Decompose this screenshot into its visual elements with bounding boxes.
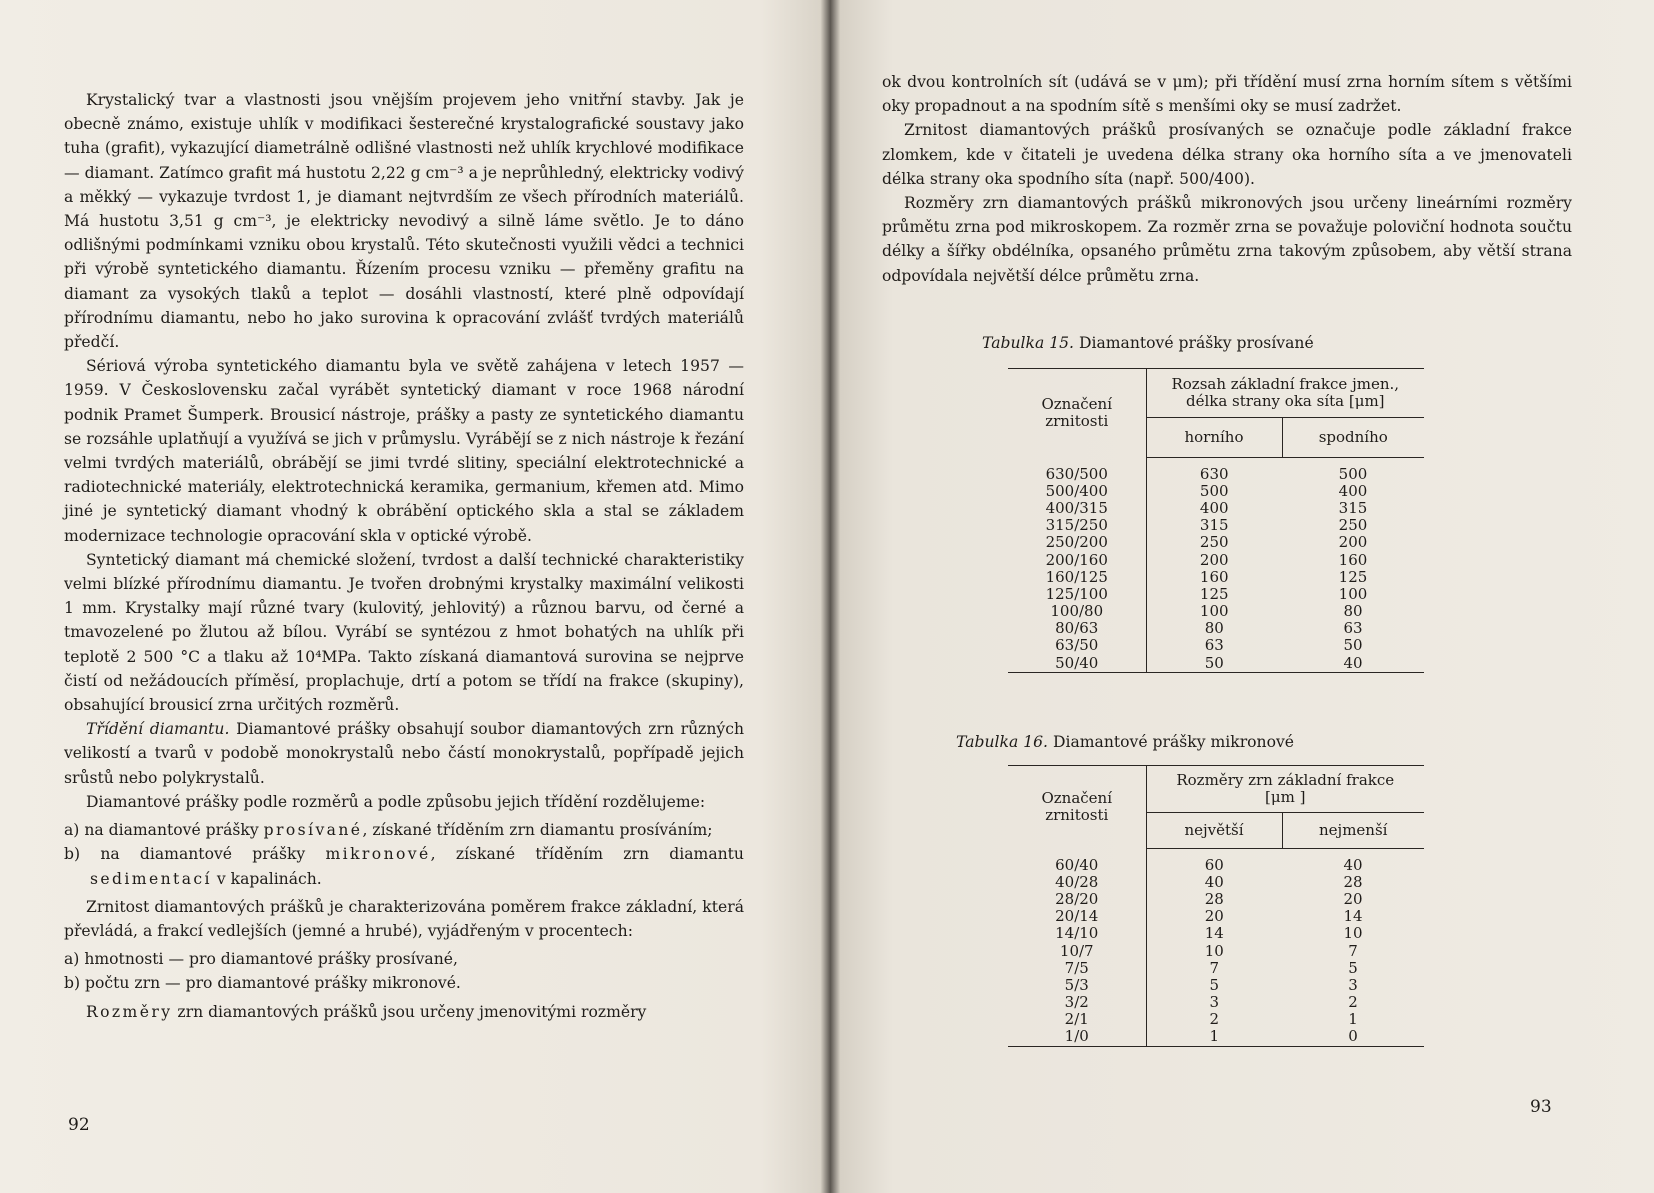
- right-text-column: [882, 70, 1572, 288]
- table-row: [1008, 942, 1424, 959]
- table16-caption: [956, 733, 1294, 751]
- cell-grain-size: 50/40: [1008, 655, 1146, 673]
- right-page: [812, 0, 1654, 1193]
- cell-grain-size: 125/100: [1008, 586, 1146, 603]
- table-row: [1008, 655, 1424, 673]
- table-label: Tabulka 15.: [982, 334, 1075, 352]
- cell-lower: 5: [1348, 958, 1358, 977]
- cell-grain-size: 40/28: [1008, 874, 1146, 891]
- cell-lower: 80: [1343, 602, 1363, 621]
- section-heading: Třídění diamantu.: [86, 720, 230, 739]
- column-group-header: Rozměry zrn základní frakce [μm ]: [1146, 766, 1424, 813]
- table-row: [1008, 1011, 1424, 1028]
- cell-grain-size: 80/63: [1008, 620, 1146, 637]
- list-text: a) na diamantové prášky: [64, 821, 264, 840]
- cell-lower: 28: [1343, 872, 1363, 891]
- cell-upper: 7: [1209, 958, 1220, 977]
- table-row: [1008, 551, 1424, 568]
- cell-lower: 40: [1282, 655, 1424, 673]
- column-header: spodního: [1282, 418, 1424, 457]
- paragraph: Rozměry zrn diamantových prášků mikronových jsou určeny lineárními rozměry průmětu zrna pod mikroskopem. Za rozměr zrna se považuje poloviční hodnota součtu délky a šířky obdélníka, opsaného průmětu zrna takovým způsobem, aby větší strana odpovídala největší délce průmětu zrna.: [882, 194, 1572, 285]
- table16: [1008, 765, 1424, 1047]
- table-row: [1008, 534, 1424, 551]
- spaced-term: prosívané: [263, 821, 363, 840]
- cell-lower: 500: [1338, 464, 1368, 483]
- paragraph: Zrnitost diamantových prášků je charakterizována poměrem frakce základní, která převládá, a frakcí vedlejších (jemné a hrubé), vyjádřeným v procentech:: [64, 897, 744, 940]
- cell-upper: 10: [1204, 941, 1224, 960]
- cell-upper: 5: [1209, 975, 1220, 994]
- spaced-term: sedimentací: [90, 869, 212, 888]
- cell-grain-size: 630/500: [1008, 466, 1146, 483]
- table-row: [1008, 925, 1424, 942]
- cell-grain-size: 28/20: [1008, 891, 1146, 908]
- list-item: a) hmotnosti — pro diamantové prášky prosívané,: [64, 950, 458, 969]
- table15-caption: [982, 334, 1314, 352]
- cell-upper: 3: [1209, 993, 1220, 1012]
- table-row: [1008, 620, 1424, 637]
- cell-grain-size: 3/2: [1008, 994, 1146, 1011]
- cell-upper: 125: [1199, 584, 1229, 603]
- cell-lower: 160: [1338, 550, 1368, 569]
- paragraph: Syntetický diamant má chemické složení, tvrdost a další technické charakteristiky velmi blízké přírodnímu diamantu. Je tvořen drobnými krystalky maximální velikosti 1 mm. Krystalky mají různé tvary (kulovitý, jehlovitý) a různou barvu, od černé a tmavozelené po žlutou až bílou. Vyrábí se syntézou z hmot bohatých na uhlík při teplotě 2 500 °C a tlaku až 10⁴MPa. Takto získaná diamantová surovina se nejprve čistí od nežádoucích příměsí, proplachuje, drtí a potom se třídí na frakce (skupiny), obsahující brousicí zrna určitých rozměrů.: [64, 550, 744, 715]
- cell-upper: 400: [1199, 498, 1229, 517]
- cell-grain-size: 200/160: [1008, 551, 1146, 568]
- cell-grain-size: 400/315: [1008, 500, 1146, 517]
- table-body: [1008, 857, 1424, 1047]
- table-row: [1008, 483, 1424, 500]
- paragraph: Sériová výroba syntetického diamantu byla ve světě zahájena v letech 1957 — 1959. V Československu začal vyrábět syntetický diamant v roce 1968 národní podnik Pramet Šumperk. Brousicí nástroje, prášky a pasty ze syntetického diamantu se rozsáhle uplatňují a využívá se jich v průmyslu. Vyrábějí se z nich nástroje k řezání velmi tvrdých materiálů, obrábějí se jimi tvrdé slitiny, speciální elektrotechnické a radiotechnické materiály, elektrotechnická keramika, germanium, křemen atd. Mimo jiné je syntetický diamant vhodný k obrábění optického skla a stal se základem modernizace technologie opracování skla v optické výrobě.: [64, 357, 744, 545]
- table-row: [1008, 466, 1424, 483]
- table-row: [1008, 500, 1424, 517]
- cell-grain-size: 315/250: [1008, 517, 1146, 534]
- cell-lower: 0: [1282, 1028, 1424, 1046]
- page-number: 92: [68, 1115, 90, 1135]
- table-header-row: [1008, 766, 1424, 813]
- cell-lower: 400: [1338, 481, 1368, 500]
- cell-upper: 20: [1204, 907, 1224, 926]
- cell-upper: 28: [1204, 889, 1224, 908]
- paragraph-text: Diamantové prášky obsahují soubor diamantových zrn různých velikostí a tvarů v podobě monokrystalů nebo částí monokrystalů, popřípadě jejich srůstů nebo polykrystalů.: [64, 720, 744, 787]
- table-row: [1008, 977, 1424, 994]
- cell-grain-size: 5/3: [1008, 977, 1146, 994]
- cell-grain-size: 63/50: [1008, 637, 1146, 654]
- cell-upper: 60: [1204, 855, 1224, 874]
- cell-lower: 250: [1338, 516, 1368, 535]
- left-page: [0, 0, 805, 1193]
- spaced-term: mikronové: [325, 845, 431, 864]
- column-header: Označení zrnitosti: [1008, 766, 1146, 849]
- cell-upper: 1: [1146, 1028, 1282, 1046]
- list-text: b) na diamantové prášky: [64, 845, 326, 864]
- cell-upper: 50: [1146, 655, 1282, 673]
- paragraph: Diamantové prášky podle rozměrů a podle způsobu jejich třídění rozdělujeme:: [86, 792, 706, 811]
- table-row: [1008, 517, 1424, 534]
- paragraph: Zrnitost diamantových prášků prosívaných se označuje podle základní frakce zlomkem, kde v čitateli je uvedena délka strany oka horního síta a ve jmenovateli délka strany oka spodního síta (např. 500/400).: [882, 121, 1572, 188]
- table-row: [1008, 1028, 1424, 1046]
- cell-upper: 80: [1204, 619, 1224, 638]
- table15: [1008, 368, 1424, 673]
- cell-upper: 63: [1204, 636, 1224, 655]
- cell-grain-size: 500/400: [1008, 483, 1146, 500]
- cell-lower: 50: [1343, 636, 1363, 655]
- paragraph-triduni: [64, 717, 744, 790]
- cell-lower: 7: [1348, 941, 1358, 960]
- paragraph: ok dvou kontrolních sít (udává se v μm); při třídění musí zrna horním sítem s většími oky propadnout a na spodním sítě s menšími oky se musí zadržet.: [882, 73, 1572, 116]
- list-item: b) počtu zrn — pro diamantové prášky mikronové.: [64, 974, 461, 993]
- list-text: , získané tříděním zrn diamantu prosíváním;: [362, 821, 713, 840]
- cell-upper: 200: [1199, 550, 1229, 569]
- cell-lower: 125: [1338, 567, 1368, 586]
- cell-lower: 63: [1343, 619, 1363, 638]
- cell-grain-size: 20/14: [1008, 908, 1146, 925]
- cell-lower: 2: [1348, 993, 1358, 1012]
- cell-grain-size: 250/200: [1008, 534, 1146, 551]
- cell-lower: 1: [1348, 1010, 1358, 1029]
- cell-lower: 3: [1348, 975, 1358, 994]
- cell-upper: 500: [1199, 481, 1229, 500]
- table-body: [1008, 466, 1424, 673]
- cell-upper: 100: [1199, 602, 1229, 621]
- list-item: [64, 842, 744, 890]
- table-row: [1008, 874, 1424, 891]
- table-row: [1008, 603, 1424, 620]
- table-row: [1008, 857, 1424, 874]
- column-header: Označení zrnitosti: [1008, 369, 1146, 458]
- paragraph-rozmery: [64, 1000, 744, 1024]
- cell-upper: 315: [1199, 516, 1229, 535]
- column-header: největší: [1146, 813, 1282, 848]
- table-row: [1008, 960, 1424, 977]
- table-row: [1008, 569, 1424, 586]
- list-text: , získané tříděním zrn diamantu: [430, 845, 744, 864]
- column-group-header: Rozsah základní frakce jmen., délka strany oka síta [μm]: [1146, 369, 1424, 418]
- table-title: Diamantové prášky mikronové: [1048, 733, 1295, 751]
- paragraph-text: zrn diamantových prášků jsou určeny jmenovitými rozměry: [172, 1002, 647, 1021]
- table-header-row: [1008, 369, 1424, 418]
- cell-lower: 315: [1338, 498, 1368, 517]
- cell-upper: 2: [1209, 1010, 1220, 1029]
- table-row: [1008, 891, 1424, 908]
- cell-grain-size: 60/40: [1008, 857, 1146, 874]
- cell-lower: 40: [1343, 855, 1363, 874]
- cell-lower: 14: [1343, 907, 1363, 926]
- cell-upper: 40: [1204, 872, 1224, 891]
- table-title: Diamantové prášky prosívané: [1074, 334, 1314, 352]
- table-row: [1008, 908, 1424, 925]
- cell-upper: 160: [1199, 567, 1229, 586]
- cell-lower: 200: [1338, 533, 1368, 552]
- list-text: v kapalinách.: [211, 869, 322, 888]
- spaced-term: Rozměry: [86, 1002, 173, 1021]
- cell-upper: 630: [1199, 464, 1229, 483]
- cell-upper: 14: [1204, 924, 1224, 943]
- cell-grain-size: 160/125: [1008, 569, 1146, 586]
- cell-lower: 20: [1343, 889, 1363, 908]
- table-row: [1008, 637, 1424, 654]
- table-label: Tabulka 16.: [956, 733, 1049, 751]
- cell-grain-size: 7/5: [1008, 960, 1146, 977]
- left-text-column: [64, 88, 744, 1024]
- cell-lower: 100: [1338, 584, 1368, 603]
- table-row: [1008, 586, 1424, 603]
- table-row: [1008, 994, 1424, 1011]
- column-header: horního: [1146, 418, 1282, 457]
- page-number: 93: [1530, 1097, 1552, 1117]
- cell-grain-size: 1/0: [1008, 1028, 1146, 1046]
- cell-lower: 10: [1343, 924, 1363, 943]
- cell-upper: 250: [1199, 533, 1229, 552]
- column-header: nejmenší: [1282, 813, 1424, 848]
- cell-grain-size: 2/1: [1008, 1011, 1146, 1028]
- list-item: [64, 818, 744, 842]
- cell-grain-size: 14/10: [1008, 925, 1146, 942]
- paragraph: Krystalický tvar a vlastnosti jsou vnějším projevem jeho vnitřní stavby. Jak je obecně známo, existuje uhlík v modifikaci šesterečné krystalografické soustavy jako tuha (grafit), vykazující diametrálně odlišné vlastnosti než uhlík krychlové modifikace — diamant. Zatímco grafit má hustotu 2,22 g cm⁻³ a je neprůhledný, elektricky vodivý a měkký — vykazuje tvrdost 1, je diamant nejtvrdším ze všech přírodních materiálů. Má hustotu 3,51 g cm⁻³, je elektricky nevodivý a silně láme světlo. Je to dáno odlišnými podmínkami vzniku obou krystalů. Této skutečnosti využili vědci a technici při výrobě syntetického diamantu. Řízením procesu vzniku — přeměny grafitu na diamant za vysokých tlaků a teplot — dosáhli vlastností, které plně odpovídají přírodnímu diamantu, nebo ho jako surovina k opracování zvlášť tvrdých materiálů předčí.: [64, 91, 744, 352]
- cell-grain-size: 100/80: [1008, 603, 1146, 620]
- cell-grain-size: 10/7: [1008, 942, 1146, 959]
